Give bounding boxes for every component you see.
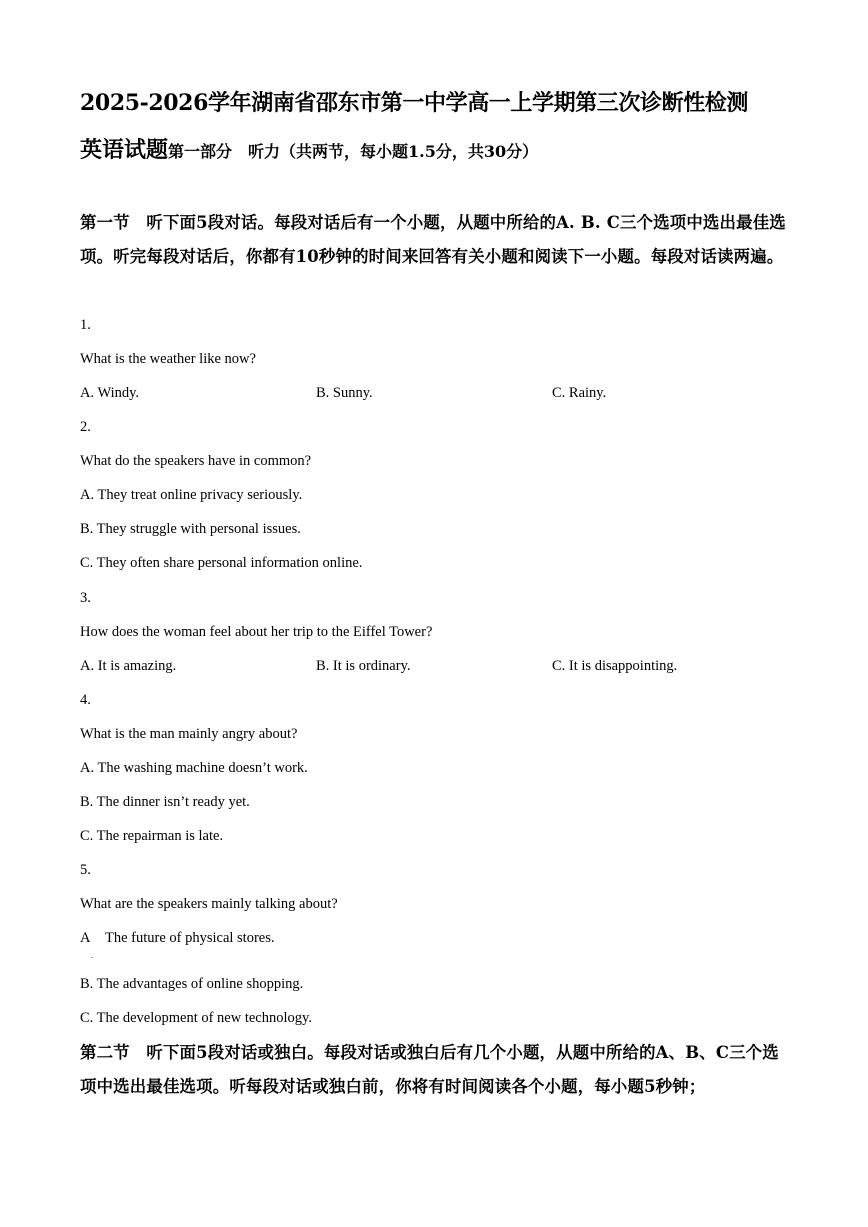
answer-option: A. It is amazing.: [80, 658, 177, 674]
answer-option: A. The washing machine doesn’t work.: [80, 760, 308, 776]
question-stem: What is the weather like now?: [80, 351, 256, 367]
section-one-instructions: 第一节 听下面5段对话。每段对话后有一个小题，从题中所给的A. B. C三个选项中选出最佳选项。听完每段对话后，你都有10秒钟的时间来回答有关小题和阅读下一小题。每段对话读两遍。: [80, 213, 786, 266]
question-stem: What is the man mainly angry about?: [80, 726, 298, 742]
answer-option: B. The dinner isn’t ready yet.: [80, 794, 250, 810]
question-number: 1.: [80, 317, 91, 333]
question-number: 3.: [80, 590, 91, 606]
exam-subtitle: [80, 139, 538, 161]
question-stem: What do the speakers have in common?: [80, 453, 312, 469]
question-number: 4.: [80, 692, 91, 708]
answer-option: B. It is ordinary.: [316, 658, 411, 674]
answer-option: A The future of physical stores.: [80, 930, 275, 946]
answer-option: A. They treat online privacy seriously.: [80, 487, 303, 503]
answer-option: A. Windy.: [80, 385, 140, 401]
answer-option: C. They often share personal information online.: [80, 555, 363, 571]
exam-title: 2025-2026学年湖南省邵东市第一中学高一上学期第三次诊断性检测: [80, 90, 748, 116]
question-stem: What are the speakers mainly talking about?: [80, 896, 338, 912]
answer-option: C. Rainy.: [552, 385, 607, 401]
part-one-heading: 第一部分 听力（共两节，每小题1.5分，共30分）: [168, 142, 539, 161]
answer-option: C. The repairman is late.: [80, 828, 224, 844]
answer-option: B. Sunny.: [316, 385, 373, 401]
answer-option: B. They struggle with personal issues.: [80, 521, 301, 537]
section-two-instructions: 第二节 听下面5段对话或独白。每段对话或独白后有几个小题，从题中所给的A、B、C三个选项中选出最佳选项。听每段对话或独白前，你将有时间阅读各个小题，每小题5秒钟；: [80, 1043, 779, 1096]
question-number: 5.: [80, 862, 91, 878]
answer-option: C. The development of new technology.: [80, 1010, 312, 1026]
answer-option: C. It is disappointing.: [552, 658, 678, 674]
question-stem: How does the woman feel about her trip to the Eiffel Tower?: [80, 624, 433, 640]
stray-mark: .: [91, 951, 93, 960]
subject-label: 英语试题: [80, 137, 169, 163]
question-number: 2.: [80, 419, 91, 435]
answer-option: B. The advantages of online shopping.: [80, 976, 304, 992]
